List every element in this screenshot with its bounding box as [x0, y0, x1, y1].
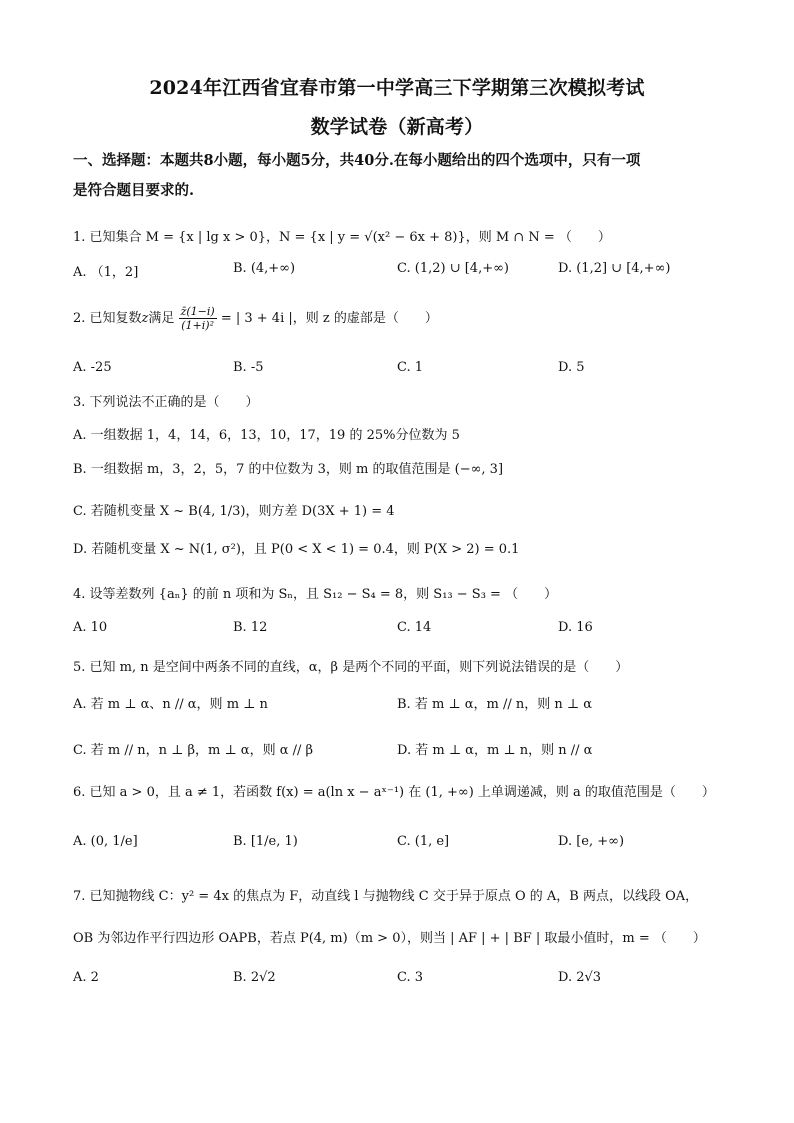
question-6-stem: 6. 已知 a > 0，且 a ≠ 1，若函数 f(x) = a(ln x − aˣ⁻¹) 在 (1, +∞) 上单调递减，则 a 的取值范围是（ ）: [73, 785, 715, 800]
question-7-option-b: B. 2√2: [233, 970, 276, 985]
exam-subtitle: 数学试卷（新高考）: [310, 116, 484, 138]
question-4-stem: 4. 设等差数列 {aₙ} 的前 n 项和为 Sₙ，且 S₁₂ − S₄ = 8，则 S₁₃ − S₃ = （ ）: [73, 587, 558, 602]
question-6-option-a: A. (0, 1/e]: [73, 834, 138, 849]
question-2-fraction-numerator: z̄(1−i): [180, 305, 215, 318]
question-1-option-c: C. (1,2) ∪ [4,+∞): [397, 261, 509, 276]
question-6-option-b: B. [1/e, 1): [233, 834, 298, 849]
question-3-option-d: D. 若随机变量 X ~ N(1, σ²)，且 P(0 < X < 1) = 0.4，则 P(X > 2) = 0.1: [73, 542, 520, 557]
question-2-prefix: 2. 已知复数: [73, 311, 142, 326]
question-5-option-c: C. 若 m // n，n ⊥ β，m ⊥ α，则 α // β: [73, 743, 314, 758]
question-2-option-b: B. -5: [233, 360, 264, 375]
question-1-option-a: A. （1，2]: [73, 265, 139, 280]
question-6-option-d: D. [e, +∞): [558, 834, 625, 849]
question-2-option-c: C. 1: [397, 360, 424, 375]
question-7-option-d: D. 2√3: [558, 970, 602, 985]
question-3-option-c: C. 若随机变量 X ~ B(4, 1/3)，则方差 D(3X + 1) = 4: [73, 504, 395, 519]
question-2-option-a: A. -25: [73, 360, 112, 375]
question-2-suffix: = | 3 + 4i |，则 z 的虚部是（ ）: [220, 311, 438, 326]
question-4-option-a: A. 10: [73, 620, 108, 635]
question-2-option-d: D. 5: [558, 360, 585, 375]
section-heading-line1: 一、选择题：本题共8小题，每小题5分，共40分.在每小题给出的四个选项中，只有一项: [73, 152, 641, 169]
question-2-fraction-denominator: (1+i)²: [181, 319, 214, 332]
question-7-stem-line2: OB 为邻边作平行四边形 OAPB，若点 P(4, m)（m > 0），则当 | AF | + | BF | 取最小值时，m = （ ）: [73, 931, 706, 946]
question-7-option-a: A. 2: [73, 970, 99, 985]
question-2-fraction: [179, 305, 217, 332]
question-5-option-d: D. 若 m ⊥ α，m ⊥ n，则 n // α: [397, 743, 593, 758]
question-7-option-c: C. 3: [397, 970, 424, 985]
question-2-mid: 满足: [148, 311, 175, 326]
question-1-option-d: D. (1,2] ∪ [4,+∞): [558, 261, 671, 276]
question-4-option-c: C. 14: [397, 620, 432, 635]
question-5-stem: 5. 已知 m, n 是空间中两条不同的直线，α，β 是两个不同的平面，则下列说法错误的是（ ）: [73, 660, 629, 675]
question-2-var: z: [141, 311, 149, 326]
question-4-option-b: B. 12: [233, 620, 268, 635]
question-6-option-c: C. (1, e]: [397, 834, 450, 849]
question-3-stem: 3. 下列说法不正确的是（ ）: [73, 395, 259, 410]
section-heading-line2: 是符合题目要求的.: [73, 182, 195, 199]
question-7-stem-line1: 7. 已知抛物线 C：y² = 4x 的焦点为 F，动直线 l 与抛物线 C 交于异于原点 O 的 A，B 两点，以线段 OA，: [73, 889, 699, 904]
question-4-option-d: D. 16: [558, 620, 593, 635]
exam-title: 2024年江西省宜春市第一中学高三下学期第三次模拟考试: [149, 77, 645, 99]
question-3-option-a: A. 一组数据 1，4，14，6，13，10，17，19 的 25%分位数为 5: [73, 428, 460, 443]
question-5-option-b: B. 若 m ⊥ α，m // n，则 n ⊥ α: [397, 697, 593, 712]
question-1-option-b: B. (4,+∞): [233, 261, 296, 276]
question-3-option-b: B. 一组数据 m，3，2，5，7 的中位数为 3，则 m 的取值范围是 (−∞, 3]: [73, 462, 504, 477]
question-2-stem: [73, 305, 733, 332]
question-1-stem: 1. 已知集合 M = {x | lg x > 0}，N = {x | y = √(x² − 6x + 8)}，则 M ∩ N = （ ）: [73, 230, 611, 245]
question-5-option-a: A. 若 m ⊥ α、n // α，则 m ⊥ n: [73, 697, 268, 712]
